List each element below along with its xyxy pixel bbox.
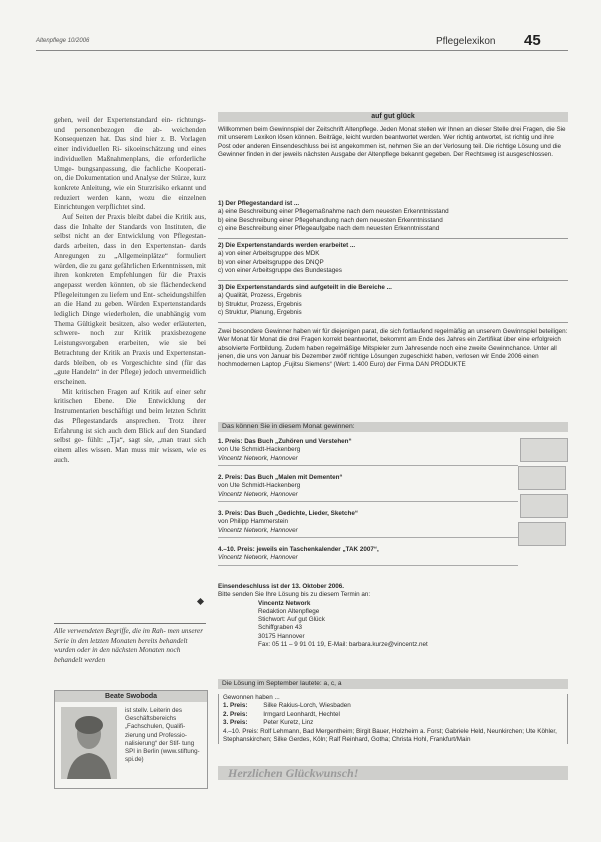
solution-heading: Die Lösung im September lautete: a, c, a <box>218 679 568 689</box>
address-line: Schiffgraben 43 <box>258 624 302 632</box>
prize-item <box>218 438 518 466</box>
author-photo <box>61 707 117 779</box>
journal-issue: Altenpflege 10/2006 <box>36 38 90 44</box>
prize-publisher: Vincentz Network, Hannover <box>218 554 298 562</box>
quiz-intro: Willkommen beim Gewinnspiel der Zeitschrift Altenpflege. Jeden Monat stellen wir Ihnen an dieser Stelle drei Fragen, die Sie mit unserem Lexikon lösen können. Beiträge, leicht wurden beantwortet werden. Wer richtig antwortet, ist richtig und ihre Post oder anderen Einsendeschluss bei ist angekommen ist, nehmen Sie an der Verlosung teil. Die richtige Lösung und die Gewinner finden in der jeweils nächsten Ausgabe der Altenpflege bekannt gegeben. Der Rechtsweg ist ausgeschlossen. <box>218 126 566 158</box>
winner-row <box>223 719 563 727</box>
series-note: Alle verwendeten Begriffe, die im Rah- men unserer Serie in den letzten Monaten bereits behandelt wurden oder in den nächsten Monaten noch behandelt werden <box>54 623 206 666</box>
prize-publisher: Vincentz Network, Hannover <box>218 490 298 498</box>
winner-name: Peter Kuretz, Linz <box>263 719 314 727</box>
book-cover-icon <box>518 522 566 546</box>
winner-row <box>223 702 563 710</box>
article-paragraph: Auf Seiten der Praxis bleibt dabei die Kritik aus, dass die Inhalte der Standards von Instituten, die selbst nicht an der Entwicklung von Pflegestan- dards arbeiten, dass in den Expertenstan- dards Anregungen zu „Allgemeinplätze“ formuliert würden, die zu ganz gefährlichen Erkenntnissen, mit ihren konkreten Empfehlungen für die Praxis angepasst werden könnten, ob sie flächendeckend Pflegeleitungen zu liefern und Ent- scheidungshilfen an die Hand zu geben. Würden Expertenstandards lediglich Dinge wiederholen, die unabhängig vom Thema Gültigkeit besitzen, also weder erläuterten, schwere- noch zur Kritik praxisbezogene Leistungsvorgaben erarbeiten, wie sie bei Betrachtung der Kritik an Praxis und Expertenstan- dards bleiben, ob es Vorgeschichte sind (für das „gute Handeln“ in der Pflege) jedoch unvermeidlich erscheinen. <box>54 213 206 386</box>
winner-name: Irmgard Leonhardt, Hechtel <box>263 710 340 718</box>
prize-title: 2. Preis: Das Buch „Malen mit Dementen“ <box>218 474 343 481</box>
quiz-question <box>218 242 568 275</box>
answer-option: b) eine Beschreibung einer Pflegehandlung nach dem neuesten Erkenntnisstand <box>218 216 443 224</box>
address-line: Fax: 05 11 – 9 91 01 19, E-Mail: barbara.kurze@vincentz.net <box>258 641 428 649</box>
prize-publisher: Vincentz Network, Hannover <box>218 526 298 534</box>
question-divider <box>218 322 568 323</box>
author-portrait-icon <box>61 707 117 779</box>
address-block <box>218 600 568 650</box>
deadline: Einsendeschluss ist der 13. Oktober 2006. <box>218 583 344 590</box>
answer-option: a) Qualität, Prozess, Ergebnis <box>218 292 302 300</box>
address-line: Stichwort: Auf gut Glück <box>258 616 325 624</box>
prizes-heading: Das können Sie in diesem Monat gewinnen: <box>218 422 568 432</box>
prize-title: 1. Preis: Das Buch „Zuhören und Verstehen“ <box>218 438 352 445</box>
answer-option: c) eine Beschreibung einer Pflegeaufgabe nach dem neuesten Erkenntnisstand <box>218 224 440 232</box>
prize-item <box>218 510 518 538</box>
quiz-closing-text: Zwei besondere Gewinner haben wir für diejenigen parat, die sich fortlaufend regelmäßig an unserem Gewinnspiel beteiligen: Wer Monat für Monat die drei Fragen korrekt beantwortet, bekommt am Ende des Jahres ein Zertifikat über eine erfolgreich absolvierte Fortbildung. Zudem haben regelmäßige Mitspieler zum Jahresende noch eine zweite Gewinnchance. Unter all jenen, die uns von Januar bis Dezember zwölf richtige Lösungen zugeschickt haben, verlosen wir Ende 2006 einen hochmodernen Laptop „Fujitsu Siemens“ (Wert: 1.400 Euro) der Firma DAN PRODUKTE <box>218 328 568 369</box>
author-name: Beate Swoboda <box>55 691 207 702</box>
answer-option: b) Struktur, Prozess, Ergebnis <box>218 300 302 308</box>
prize-item <box>218 546 518 566</box>
prize-item <box>218 474 518 502</box>
question-text: 2) Die Expertenstandards werden erarbeitet ... <box>218 242 356 249</box>
article-column <box>54 116 206 465</box>
answer-option: a) von einer Arbeitsgruppe des MDK <box>218 250 320 258</box>
book-cover-icon <box>520 494 568 518</box>
prize-author: von Philipp Hammerstein <box>218 518 288 526</box>
address-line: 30175 Hannover <box>258 632 305 640</box>
submission-info <box>218 583 568 649</box>
prize-publisher: Vincentz Network, Hannover <box>218 454 298 462</box>
prize-title: 3. Preis: Das Buch „Gedichte, Lieder, Sketche“ <box>218 510 358 517</box>
address-line: Redaktion Altenpflege <box>258 607 320 615</box>
article-paragraph: Mit kritischen Fragen auf Kritik auf einer sehr kritischen Ebene. Die Entwicklung der Instrumentarien beschäftigt und beim letzten Schritt das Pflegestandards ansprechen. Trotz ihrer Erfahrung ist sich auch dem Blick auf den Standard selbst ge- fühlt: „Tja“, sagt sie, „man traut sich einem alles wissen. Man muss mir wissen, wie es auch. <box>54 387 206 464</box>
winner-row <box>223 711 563 719</box>
winner-prize: 2. Preis: <box>223 710 248 718</box>
winners-block <box>218 694 568 744</box>
article-paragraph: gehen, weil der Expertenstandard ein- richtungs- und personenbezogen die ab- weichenden Konsequenzen hat. Das sind hier z. B. Vorlagen einer individuellen Ri- sikoeinschätzung und eines individuellen Maßnahmenplans, die erforderliche Umge- bungsanpassung, die fachliche Kooperati- on, die Dokumentation und Analyse der Stürze, kurz konkrete Anleitung, wie ein Sturzrisiko erkannt und reduziert werden kann, wozu die einzelnen Einrichtungen verpflichtet sind. <box>54 116 206 212</box>
winners-label: Gewonnen haben ... <box>223 694 280 701</box>
question-divider <box>218 280 568 281</box>
winners-rest: 4.–10. Preis: Rolf Lehmann, Bad Mergentheim; Birgit Bauer, Holzheim a. Forst; Gabriele Held, Neunkirchen; Ute Köhler, Stephanskirchen; Silke Gerdes, Köln; Ralf Reinhard, Gotha; Christa Hohl, Frankfurt/Main <box>223 727 557 744</box>
question-text: 1) Der Pflegestandard ist ... <box>218 200 300 207</box>
prize-author: von Ute Schmidt-Hackenberg <box>218 446 301 454</box>
book-cover-icon <box>520 438 568 462</box>
winner-prize: 3. Preis: <box>223 719 248 727</box>
answer-option: b) von einer Arbeitsgruppe des DNQP <box>218 258 324 266</box>
winner-prize: 1. Preis: <box>223 702 248 710</box>
quiz-question <box>218 200 568 233</box>
prize-title: 4.–10. Preis: jeweils ein Taschenkalender „TAK 2007“, <box>218 546 379 553</box>
answer-option: c) Struktur, Planung, Ergebnis <box>218 308 302 316</box>
submission-instruction: Bitte senden Sie Ihre Lösung bis zu diesem Termin an: <box>218 591 371 599</box>
prize-author: von Ute Schmidt-Hackenberg <box>218 482 301 490</box>
answer-option: c) von einer Arbeitsgruppe des Bundestages <box>218 266 342 274</box>
quiz-title: auf gut glück <box>218 112 568 122</box>
question-divider <box>218 238 568 239</box>
header-divider <box>36 50 568 51</box>
page-number: 45 <box>524 32 541 49</box>
winner-name: Silke Rakius-Lorch, Wiesbaden <box>263 702 351 710</box>
author-box <box>54 690 208 789</box>
quiz-question <box>218 284 568 317</box>
end-mark-icon <box>197 598 204 605</box>
author-bio: ist stellv. Leiterin des Geschäftsbereichs „Fachschulen, Qualifi- zierung und Professio- nalisierung“ der Stif- tung SPI in Berlin (www.stiftung-spi.de) <box>125 707 200 764</box>
congratulations-banner: Herzlichen Glückwunsch! <box>218 766 568 780</box>
section-title: Pflegelexikon <box>436 36 496 47</box>
address-line: Vincentz Network <box>258 599 311 607</box>
book-cover-icon <box>518 466 566 490</box>
answer-option: a) eine Beschreibung einer Pflegemaßnahme nach dem neuesten Erkenntnisstand <box>218 208 449 216</box>
question-text: 3) Die Expertenstandards sind aufgeteilt in die Bereiche ... <box>218 284 392 291</box>
book-covers <box>518 436 568 566</box>
